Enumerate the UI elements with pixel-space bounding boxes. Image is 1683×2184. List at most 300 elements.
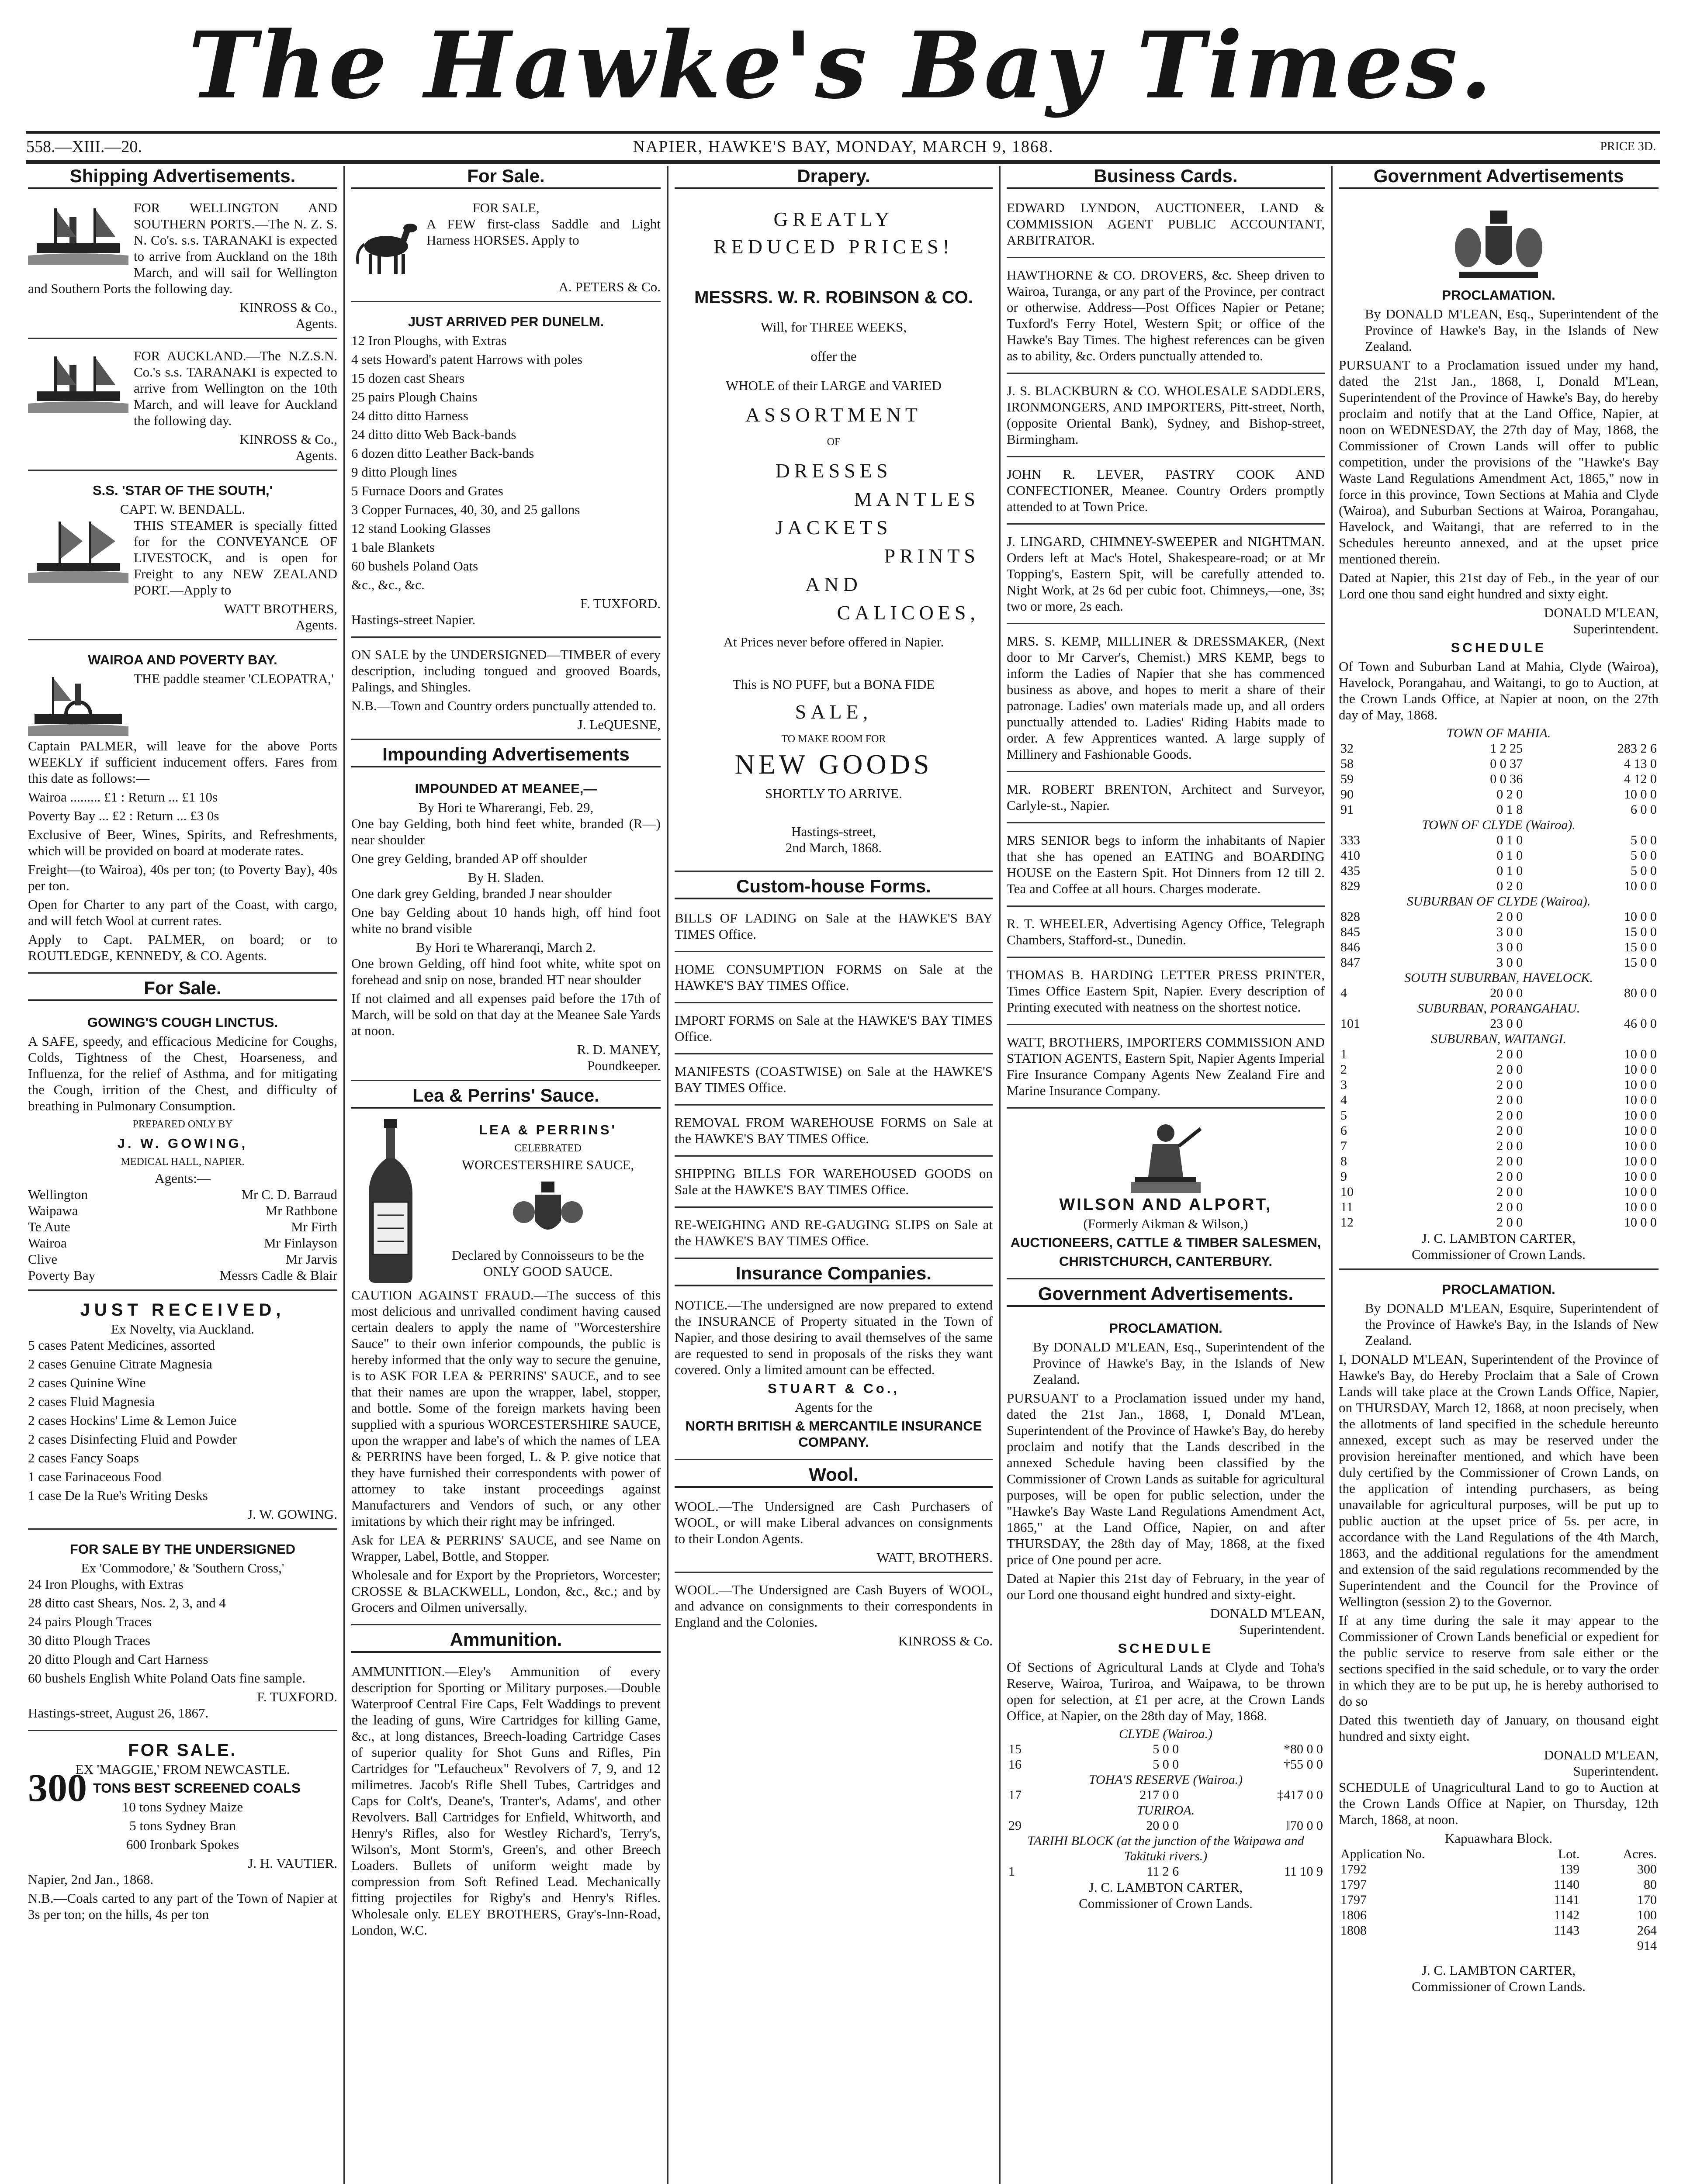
list-item: 30 ditto Plough Traces <box>28 1633 150 1648</box>
advert-title: FOR SALE, <box>472 200 540 215</box>
agent-name: Mr Firth <box>291 1219 337 1234</box>
table-cell: 847 <box>1340 955 1360 970</box>
table-cell: 3 0 0 <box>1496 955 1523 970</box>
advert-lea-perrins <box>351 1115 661 1625</box>
table-cell <box>1339 1938 1521 1953</box>
table-cell: 1143 <box>1554 1923 1580 1938</box>
items-list <box>28 1576 337 1686</box>
table-cell: 264 <box>1637 1923 1657 1938</box>
impound-by: By H. Sladen. <box>468 870 544 885</box>
custom-forms-list <box>675 905 993 1259</box>
table-cell: 10 0 0 <box>1624 1154 1657 1168</box>
table-cell: 15 0 0 <box>1624 925 1657 939</box>
advert-name: J. W. GOWING, <box>117 1136 248 1151</box>
advert-signature: F. TUXFORD. <box>257 1689 337 1704</box>
table-section-row <box>1007 1772 1325 1787</box>
table-cell: 1797 <box>1340 1877 1367 1892</box>
table-cell: 11 2 6 <box>1146 1864 1179 1879</box>
list-item: 2 cases Disinfecting Fluid and Powder <box>28 1431 237 1447</box>
list-item: 4 sets Howard's patent Harrows with poles <box>351 352 583 367</box>
section-header: Shipping Advertisements. <box>28 166 337 189</box>
table-cell: 845 <box>1340 925 1360 939</box>
proclamation-signature: DONALD M'LEAN, <box>1544 605 1659 620</box>
table-row <box>1339 741 1659 756</box>
table-cell: ‡417 0 0 <box>1277 1788 1323 1802</box>
table-row <box>1339 848 1659 863</box>
table-cell: 4 <box>1340 986 1347 1000</box>
custom-form-advert <box>675 1212 993 1259</box>
table-cell: 1141 <box>1554 1893 1580 1907</box>
table-cell: 12 <box>1340 1215 1354 1230</box>
table-cell: 20 0 0 <box>1146 1818 1179 1833</box>
agent-town: Waipawa <box>28 1203 78 1218</box>
table-cell: 59 <box>1340 772 1354 786</box>
advert-signature: KINROSS & Co. <box>898 1633 993 1648</box>
table-cell: 139 <box>1560 1862 1580 1876</box>
agents-list <box>28 1186 337 1283</box>
table-section-label: TOWN OF CLYDE (Wairoa). <box>1422 818 1576 832</box>
advert-text: MANIFESTS (COASTWISE) on Sale at the HAWKE'S BAY TIMES Office. <box>675 1064 993 1095</box>
agent-town: Wairoa <box>28 1235 67 1251</box>
town-land-schedule-table <box>1339 726 1659 1230</box>
custom-form-advert <box>675 905 993 952</box>
advert-declared: Declared by Connoisseurs to be the ONLY GOOD SAUCE. <box>452 1248 644 1279</box>
column-shipping <box>22 166 345 2184</box>
table-row <box>1339 955 1659 970</box>
advert-robinson <box>675 195 993 872</box>
agent-name: Mr Jarvis <box>286 1251 337 1267</box>
table-cell: 0 1 0 <box>1496 833 1523 847</box>
proclamation-signature: DONALD M'LEAN, <box>1210 1606 1325 1621</box>
table-row <box>1339 1908 1659 1923</box>
advert-text: FOR AUCKLAND.—The N.Z.S.N. Co.'s s.s. TARANAKI is expected to arrive from Wellington on the 10th March, and will leave for Auckland the following day. <box>134 348 337 428</box>
custom-form-advert <box>675 1110 993 1157</box>
proclamation-dated: Dated this twentieth day of January, on thousand eight hundred and sixty eight. <box>1339 1712 1659 1744</box>
table-cell: 10 0 0 <box>1624 1169 1657 1184</box>
list-item: 5 cases Patent Medicines, assorted <box>28 1337 215 1353</box>
table-row <box>1007 1742 1325 1757</box>
agent-town: Te Aute <box>28 1219 70 1234</box>
table-row <box>1339 1108 1659 1123</box>
table-cell: 1140 <box>1554 1877 1580 1892</box>
table-cell: 4 13 0 <box>1624 757 1657 771</box>
table-cell: 10 0 0 <box>1624 787 1657 802</box>
steamship-icon <box>28 348 128 413</box>
table-row <box>1339 1923 1659 1938</box>
advert-title: S.S. 'STAR OF THE SOUTH,' <box>92 483 273 498</box>
advert-ammunition <box>351 1659 661 1947</box>
advert-text: THE paddle steamer 'CLEOPATRA,' <box>134 671 334 686</box>
table-cell: 410 <box>1340 848 1360 863</box>
business-card-text: JOHN R. LEVER, PASTRY COOK AND CONFECTIONER, Meanee. Country Orders promptly attended to at Town Price. <box>1007 467 1325 514</box>
table-cell: 10 <box>1340 1185 1354 1199</box>
advert-text: REMOVAL FROM WAREHOUSE FORMS on Sale at the HAWKE'S BAY TIMES Office. <box>675 1115 993 1146</box>
table-section-label: SUBURBAN, PORANGAHAU. <box>1417 1001 1580 1016</box>
list-item: 24 pairs Plough Traces <box>28 1614 152 1629</box>
list-item: 5 tons Sydney Bran <box>129 1818 236 1833</box>
table-cell: 846 <box>1340 940 1360 954</box>
section-header: Impounding Advertisements <box>351 744 661 767</box>
table-cell: 101 <box>1340 1016 1360 1031</box>
advert-reduced: REDUCED PRICES! <box>713 235 954 258</box>
advert-place: CHRISTCHURCH, CANTERBURY. <box>1059 1254 1272 1269</box>
advert-date: Napier, 2nd Jan., 1868. <box>28 1872 154 1887</box>
list-item: 60 bushels Poland Oats <box>351 558 478 574</box>
proclamation-by: By DONALD M'LEAN, Esq., Superintendent of the Province of Hawke's Bay, in the Islands of New Zealand. <box>1033 1339 1325 1387</box>
table-cell: 15 0 0 <box>1624 955 1657 970</box>
table-cell: †55 0 0 <box>1284 1757 1323 1772</box>
coal-description: TONS BEST SCREENED COALS <box>93 1780 301 1796</box>
impound-entry: One dark grey Gelding, branded J near shoulder <box>351 886 612 901</box>
agent-town: Clive <box>28 1251 58 1267</box>
advert-wool-kinross <box>675 1577 993 1655</box>
list-item: &c., &c., &c. <box>351 577 425 592</box>
advert-text: Captain PALMER, will leave for the above Ports WEEKLY if sufficient inducement offers. Fares from this date as follows:— <box>28 738 337 786</box>
schedule-signature: J. C. LAMBTON CARTER, <box>1421 1963 1576 1978</box>
advert-signature: R. D. MANEY, <box>577 1042 661 1057</box>
section-header: For Sale. <box>28 978 337 1001</box>
table-cell: 32 <box>1340 741 1354 756</box>
advert-hall: MEDICAL HALL, NAPIER. <box>121 1156 245 1168</box>
schedule-role: Commissioner of Crown Lands. <box>1079 1896 1253 1911</box>
table-cell: 3 0 0 <box>1496 940 1523 954</box>
table-cell: 1142 <box>1554 1908 1580 1922</box>
table-section-row <box>1339 1001 1659 1016</box>
list-item: 25 pairs Plough Chains <box>351 389 478 404</box>
table-cell: 829 <box>1340 879 1360 893</box>
table-row <box>1339 787 1659 802</box>
table-section-row <box>1007 1726 1325 1742</box>
goods-item: JACKETS <box>775 516 892 539</box>
advert-name: STUART & Co., <box>768 1381 900 1396</box>
advert-celebrated: CELEBRATED <box>514 1143 582 1154</box>
items-list <box>28 1337 337 1503</box>
advert-of: OF <box>827 436 841 448</box>
table-cell: 80 0 0 <box>1624 986 1657 1000</box>
business-card-text: WATT, BROTHERS, IMPORTERS COMMISSION AND STATION AGENTS, Eastern Spit, Napier Agents Imperial Fire Insurance Company Agents New Zealand Fire and Marine Insurance Company. <box>1007 1034 1325 1098</box>
advert-note: N.B.—Coals carted to any part of the Town of Napier at 3s per ton; on the hills, 4s per ton <box>28 1890 337 1922</box>
table-cell: 0 2 0 <box>1496 787 1523 802</box>
list-item: 2 cases Fancy Soaps <box>28 1450 139 1465</box>
advert-prepared: PREPARED ONLY BY <box>132 1119 233 1130</box>
table-row <box>1339 1892 1659 1908</box>
advert-role: Agents. <box>295 316 337 331</box>
advert-title: IMPOUNDED AT MEANEE,— <box>415 781 597 796</box>
proclamation-dated: Dated at Napier this 21st day of February, in the year of our Lord one thousand eight hundred and sixty-eight. <box>1007 1571 1325 1602</box>
table-cell: 3 0 0 <box>1496 925 1523 939</box>
advert-signature: J. W. GOWING. <box>247 1507 337 1522</box>
advert-dunelm <box>351 307 661 638</box>
business-card <box>1007 529 1325 624</box>
table-cell: 4 <box>1340 1093 1347 1107</box>
goods-item: PRINTS <box>884 545 980 567</box>
list-item: 1 case De la Rue's Writing Desks <box>28 1488 208 1503</box>
table-cell: 6 <box>1340 1123 1347 1138</box>
advert-prices: At Prices never before offered in Napier. <box>723 634 944 650</box>
section-header: Ammunition. <box>351 1630 661 1653</box>
advert-signature: KINROSS & Co., <box>239 432 337 447</box>
table-cell: 10 0 0 <box>1624 1093 1657 1107</box>
dateline-bar <box>26 131 1660 164</box>
business-card-text: HAWTHORNE & CO. DROVERS, &c. Sheep driven to Wairoa, Turanga, or any part of the Province, per contract or otherwise. Address—Post Offices Napier or Petane; Tuxford's Ferry Hotel, Western Spit; or office of the Hawke's Bay Times. The highest references can be given as to ability, &c. Orders punctually attended to. <box>1007 267 1325 363</box>
advert-gowing-linctus <box>28 1007 337 1291</box>
table-section-row <box>1339 970 1659 985</box>
table-section-row <box>1007 1833 1325 1864</box>
business-card-text: THOMAS B. HARDING LETTER PRESS PRINTER, Times Office Eastern Spit, Napier. Every description of Printing executed with neatness on the shortest notice. <box>1007 967 1325 1015</box>
impound-entry: If not claimed and all expenses paid before the 17th of March, will be sold on that day at the Meanee Sale Yards at noon. <box>351 991 661 1038</box>
table-header-cell: Lot. <box>1558 1847 1580 1861</box>
table-section-label: SUBURBAN OF CLYDE (Wairoa). <box>1406 894 1591 909</box>
goods-item: DRESSES <box>775 460 892 482</box>
business-card <box>1007 263 1325 374</box>
newspaper-title: The Hawke's Bay Times. <box>188 11 1495 119</box>
impound-entry: One bay Gelding about 10 hands high, off hind foot white no brand visible <box>351 905 661 936</box>
table-cell: 5 0 0 <box>1153 1742 1179 1756</box>
table-row <box>1339 833 1659 848</box>
table-section-row <box>1007 1803 1325 1818</box>
table-cell: 170 <box>1637 1893 1657 1907</box>
table-row <box>1339 1123 1659 1138</box>
column-for-sale <box>345 166 668 2184</box>
table-cell: 5 <box>1340 1108 1347 1123</box>
advert-text: ON SALE by the UNDERSIGNED—TIMBER of every description, including tongued and grooved Boards, Palings, and Shingles. <box>351 647 661 695</box>
impound-entry: One brown Gelding, off hind foot white, white spot on forehead and snip on nose, branded HT near shoulder <box>351 956 661 987</box>
schedule-role: Commissioner of Crown Lands. <box>1412 1247 1586 1262</box>
table-cell: 2 0 0 <box>1496 909 1523 924</box>
section-header: Drapery. <box>675 166 993 189</box>
advert-text: NOTICE.—The undersigned are now prepared to extend the INSURANCE of Property situated in the Town of Napier, and those desiring to avail themselves of the same are requested to send in proposals of the risks they want covered. Only a limited amount can be effected. <box>675 1297 993 1377</box>
business-card <box>1007 911 1325 958</box>
advert-text: WOOL.—The Undersigned are Cash Buyers of WOOL, and advance on consignments to their correspondents in England and the Colonies. <box>675 1582 993 1630</box>
table-section-row <box>1339 726 1659 741</box>
section-header: Insurance Companies. <box>675 1263 993 1286</box>
proclamation-unagricultural <box>1339 1274 1659 2001</box>
advert-role: Agents. <box>295 448 337 463</box>
section-header: Government Advertisements <box>1339 166 1659 189</box>
steamship-icon <box>28 200 128 265</box>
table-row <box>1339 1862 1659 1877</box>
table-cell: 5 0 0 <box>1631 848 1657 863</box>
issue-number: 558.—XIII.—20. <box>26 138 142 156</box>
advert-title: JUST RECEIVED, <box>80 1300 285 1320</box>
advert-just-received <box>28 1295 337 1530</box>
list-item: 1 case Farinaceous Food <box>28 1469 162 1484</box>
list-item: 3 Copper Furnaces, 40, 30, and 25 gallons <box>351 502 580 517</box>
advert-tuxford-sale <box>28 1534 337 1731</box>
coat-of-arms-icon <box>1442 204 1555 283</box>
table-cell: 0 0 36 <box>1490 772 1523 786</box>
price: PRICE 3D. <box>1600 140 1656 153</box>
advert-role: Poundkeeper. <box>587 1058 661 1073</box>
table-cell: 29 <box>1008 1818 1022 1833</box>
business-card <box>1007 1030 1325 1109</box>
advert-vautier-coal <box>28 1735 337 1931</box>
business-card-text: J. S. BLACKBURN & CO. WHOLESALE SADDLERS, IRONMONGERS, AND IMPORTERS, Pitt-street, North, (opposite Oriental Bank), Sydney, and Bishop-street, Birmingham. <box>1007 383 1325 447</box>
advert-agents: Agents for the <box>795 1400 873 1415</box>
agent-town: Wellington <box>28 1187 88 1202</box>
table-cell: 0 2 0 <box>1496 879 1523 893</box>
impound-by: By Hori te Whareranqi, March 2. <box>416 940 596 955</box>
table-section-label: SOUTH SUBURBAN, HAVELOCK. <box>1404 971 1593 985</box>
table-cell: 10 0 0 <box>1624 909 1657 924</box>
advert-subtitle: CAPT. W. BENDALL. <box>120 501 246 517</box>
table-row <box>1007 1864 1325 1879</box>
proclamation-signature: DONALD M'LEAN, <box>1544 1747 1659 1762</box>
table-header-row <box>1339 1846 1659 1862</box>
business-card-text: MR. ROBERT BRENTON, Architect and Surveyor, Carlyle-st., Napier. <box>1007 781 1325 813</box>
column-government <box>1333 166 1665 2184</box>
advert-text: THIS STEAMER is specially fitted for for the CONVEYANCE OF LIVESTOCK, and is open for Freight to any NEW ZEALAND PORT.—Apply to <box>134 518 337 598</box>
advert-star-of-the-south <box>28 475 337 640</box>
table-row <box>1339 878 1659 894</box>
list-item: 2 cases Fluid Magnesia <box>28 1394 155 1409</box>
table-cell: 3 <box>1340 1078 1347 1092</box>
table-row <box>1007 1787 1325 1803</box>
table-cell: 2 0 0 <box>1496 1062 1523 1077</box>
table-cell: 91 <box>1340 802 1354 817</box>
custom-form-advert <box>675 1161 993 1208</box>
schedule-text: Of Sections of Agricultural Lands at Clyde and Toha's Reserve, Wairoa, Turiroa, and Waipawa, to be thrown open for selection, at £1 per acre, at the Crown Lands Office, at Napier, on the 28th day of May, 1868. <box>1007 1659 1325 1723</box>
section-header: Wool. <box>675 1465 993 1488</box>
table-cell: 2 0 0 <box>1496 1215 1523 1230</box>
table-total: 914 <box>1637 1939 1657 1953</box>
proclamation-text: I, DONALD M'LEAN, Superintendent of the Province of Hawke's Bay, do Hereby Proclaim that a Sale of Crown Lands will take place at the Crown Lands Office, Napier, on THURSDAY, March 12, 1868, at noon precisely, when the allotments of land specified in the schedule hereunto annexed, except such as may be reserved under the provision hereinafter mentioned, and which have been duly certified by the Commissioner of Crown Lands, on the application of intending purchasers, as being unavailable for agricultural purposes, will be put up to public auction at the upset price of 5s. per acre, in accordance with the Land Regulations of the 4th March, 1863, and the additional regulations for the amendment and extension of the said regulations recommended by the Superintendent and the Council for the Province of Wellington (session 2) to the Governor. <box>1339 1351 1659 1609</box>
advert-title: LEA & PERRINS' <box>479 1122 617 1137</box>
advert-nopuff: This is NO PUFF, but a BONA FIDE <box>732 677 935 692</box>
unagricultural-schedule-table <box>1339 1846 1659 1953</box>
table-cell: 2 0 0 <box>1496 1139 1523 1153</box>
agent-town: Poverty Bay <box>28 1268 96 1283</box>
table-row <box>1339 1184 1659 1199</box>
table-cell: 20 0 0 <box>1490 986 1523 1000</box>
table-cell: 10 0 0 <box>1624 1062 1657 1077</box>
table-cell: 15 0 0 <box>1624 940 1657 954</box>
advert-text: WOOL.—The Undersigned are Cash Purchasers of WOOL, or will make Liberal advances on consignments to their London Agents. <box>675 1499 993 1546</box>
table-cell: 0 0 37 <box>1490 757 1523 771</box>
table-row <box>1339 1877 1659 1892</box>
sailing-ship-icon <box>28 517 128 583</box>
table-section-row <box>1339 894 1659 909</box>
table-row <box>1339 1016 1659 1031</box>
advert-wellington <box>28 195 337 339</box>
agent-row <box>28 1251 337 1267</box>
advert-text: IMPORT FORMS on Sale at the HAWKE'S BAY TIMES Office. <box>675 1013 993 1044</box>
list-item: 28 ditto cast Shears, Nos. 2, 3, and 4 <box>28 1595 226 1610</box>
advert-timber <box>351 642 661 740</box>
table-cell: 17 <box>1008 1788 1022 1802</box>
proclamation-role: Superintendent. <box>1573 1763 1659 1779</box>
table-cell: 10 0 0 <box>1624 879 1657 893</box>
table-cell: 2 0 0 <box>1496 1169 1523 1184</box>
fare-line: Poverty Bay ... £2 : Return ... £3 0s <box>28 808 219 823</box>
table-section-label: TOHA'S RESERVE (Wairoa.) <box>1088 1773 1243 1787</box>
schedule-title: SCHEDULE <box>1118 1641 1214 1656</box>
goods-list <box>675 460 993 624</box>
proclamation-by: By DONALD M'LEAN, Esquire, Superintendent of the Province of Hawke's Bay, in the Islands of New Zealand. <box>1365 1300 1659 1348</box>
advert-signature: J. LeQUESNE, <box>577 717 661 732</box>
advert-text: HOME CONSUMPTION FORMS on Sale at the HAWKE'S BAY TIMES Office. <box>675 961 993 993</box>
section-header: For Sale. <box>351 166 661 189</box>
table-cell: 2 0 0 <box>1496 1047 1523 1061</box>
fare-line: Wairoa ......... £1 : Return ... £1 10s <box>28 789 218 805</box>
agent-name: Messrs Cadle & Blair <box>219 1268 337 1283</box>
agent-row <box>28 1203 337 1219</box>
advert-text: Wholesale and for Export by the Proprietors, Worcester; CROSSE & BLACKWELL, London, &c., &c.; and by Grocers and Oilmen universally. <box>351 1567 661 1615</box>
business-cards-list <box>1007 195 1325 1109</box>
schedule-text: Of Town and Suburban Land at Mahia, Clyde (Wairoa), Havelock, Porangahau, and Waitangi, to go to Auction, at the Crown Lands Office, at Napier at noon, on the 27th day of May, 1868. <box>1339 659 1659 722</box>
paddle-steamer-icon <box>28 670 128 736</box>
list-item: 9 ditto Plough lines <box>351 464 457 480</box>
schedule-title: SCHEDULE <box>1451 640 1547 655</box>
table-cell: 10 0 0 <box>1624 1200 1657 1214</box>
list-item: 2 cases Quinine Wine <box>28 1375 146 1390</box>
table-cell: 8 <box>1340 1154 1347 1168</box>
list-item: 60 bushels English White Poland Oats fine sample. <box>28 1670 305 1686</box>
table-row <box>1339 1138 1659 1154</box>
advert-greatly: GREATLY <box>773 208 894 230</box>
list-item: 12 Iron Ploughs, with Extras <box>351 333 507 348</box>
items-list <box>351 332 661 593</box>
table-row <box>1339 1215 1659 1230</box>
table-cell: 58 <box>1340 757 1354 771</box>
table-cell: 10 0 0 <box>1624 1123 1657 1138</box>
advert-impounded <box>351 774 661 1081</box>
advert-text: SHIPPING BILLS FOR WAREHOUSED GOODS on Sale at the HAWKE'S BAY TIMES Office. <box>675 1166 993 1197</box>
table-cell <box>1521 1938 1581 1953</box>
table-header-cell: Application No. <box>1340 1847 1425 1861</box>
column-business-cards <box>1001 166 1333 2184</box>
table-row <box>1339 924 1659 940</box>
agent-row <box>28 1186 337 1203</box>
advert-signature: WATT BROTHERS, <box>224 601 337 616</box>
advert-text: CAUTION AGAINST FRAUD.—The success of this most delicious and unrivalled condiment having caused certain dealers to apply the name of "Worcestershire Sauce" to their own inferior compounds, the public is hereby informed that the only way to secure the genuine, is to ASK FOR LEA & PERRINS' SAUCE, and to see that their names are upon the wrapper, label, stopper, and bottle. Some of the foreign markets having been supplied with a spurious WORCESTERSHIRE SAUCE, upon the wrapper and labe's of which the names of LEA & PERRINS have been forged, L. & P. give notice that they have furnished their correspondents with power of attorney to take instant proceedings against Manufacturers and Vendors of such, or any other imitations by which their right may be infringed. <box>351 1287 661 1529</box>
custom-form-advert <box>675 957 993 1003</box>
table-row <box>1339 802 1659 817</box>
table-row <box>1339 863 1659 878</box>
table-section-label: TURIROA. <box>1136 1803 1195 1818</box>
table-cell: 10 0 0 <box>1624 1215 1657 1230</box>
advert-wilson-alport <box>1007 1113 1325 1279</box>
advert-company: NORTH BRITISH & MERCANTILE INSURANCE COMPANY. <box>685 1418 982 1450</box>
list-item: 1 bale Blankets <box>351 539 435 555</box>
list-item: 24 ditto ditto Web Back-bands <box>351 427 516 442</box>
table-cell: 2 0 0 <box>1496 1185 1523 1199</box>
table-row <box>1339 1092 1659 1108</box>
advert-company: MESSRS. W. R. ROBINSON & CO. <box>694 288 973 307</box>
schedule-role: Commissioner of Crown Lands. <box>1412 1979 1586 1994</box>
business-card-text: R. T. WHEELER, Advertising Agency Office, Telegraph Chambers, Stafford-st., Dunedin. <box>1007 916 1325 947</box>
advert-signature: WATT, BROTHERS. <box>876 1550 993 1565</box>
advert-shortly: SHORTLY TO ARRIVE. <box>765 786 902 801</box>
table-cell: 23 0 0 <box>1490 1016 1523 1031</box>
goods-item: CALICOES, <box>837 601 980 624</box>
table-cell: 90 <box>1340 787 1354 802</box>
table-cell: 16 <box>1008 1757 1022 1772</box>
block-name: Kapuawhara Block. <box>1444 1831 1553 1846</box>
sauce-bottle-icon <box>351 1119 430 1285</box>
section-header: Business Cards. <box>1007 166 1325 189</box>
table-cell: 1806 <box>1340 1908 1367 1922</box>
table-cell: 10 0 0 <box>1624 1078 1657 1092</box>
table-cell: 1792 <box>1340 1862 1367 1876</box>
table-cell: 828 <box>1340 909 1360 924</box>
table-cell: 15 <box>1008 1742 1022 1756</box>
advert-note: N.B.—Town and Country orders punctually attended to. <box>351 698 656 713</box>
table-cell: 1 <box>1008 1864 1015 1879</box>
advert-signature: F. TUXFORD. <box>580 596 661 611</box>
proclamation-text: If at any time during the sale it may appear to the Commissioner of Crown Lands beneficial or expedient for the public service to reserve from sale either or the sections specified in the said schedule, or to vary the order in which they are to be put up, he is hereby authorised to do so <box>1339 1613 1659 1709</box>
section-header: Custom-house Forms. <box>675 876 993 899</box>
